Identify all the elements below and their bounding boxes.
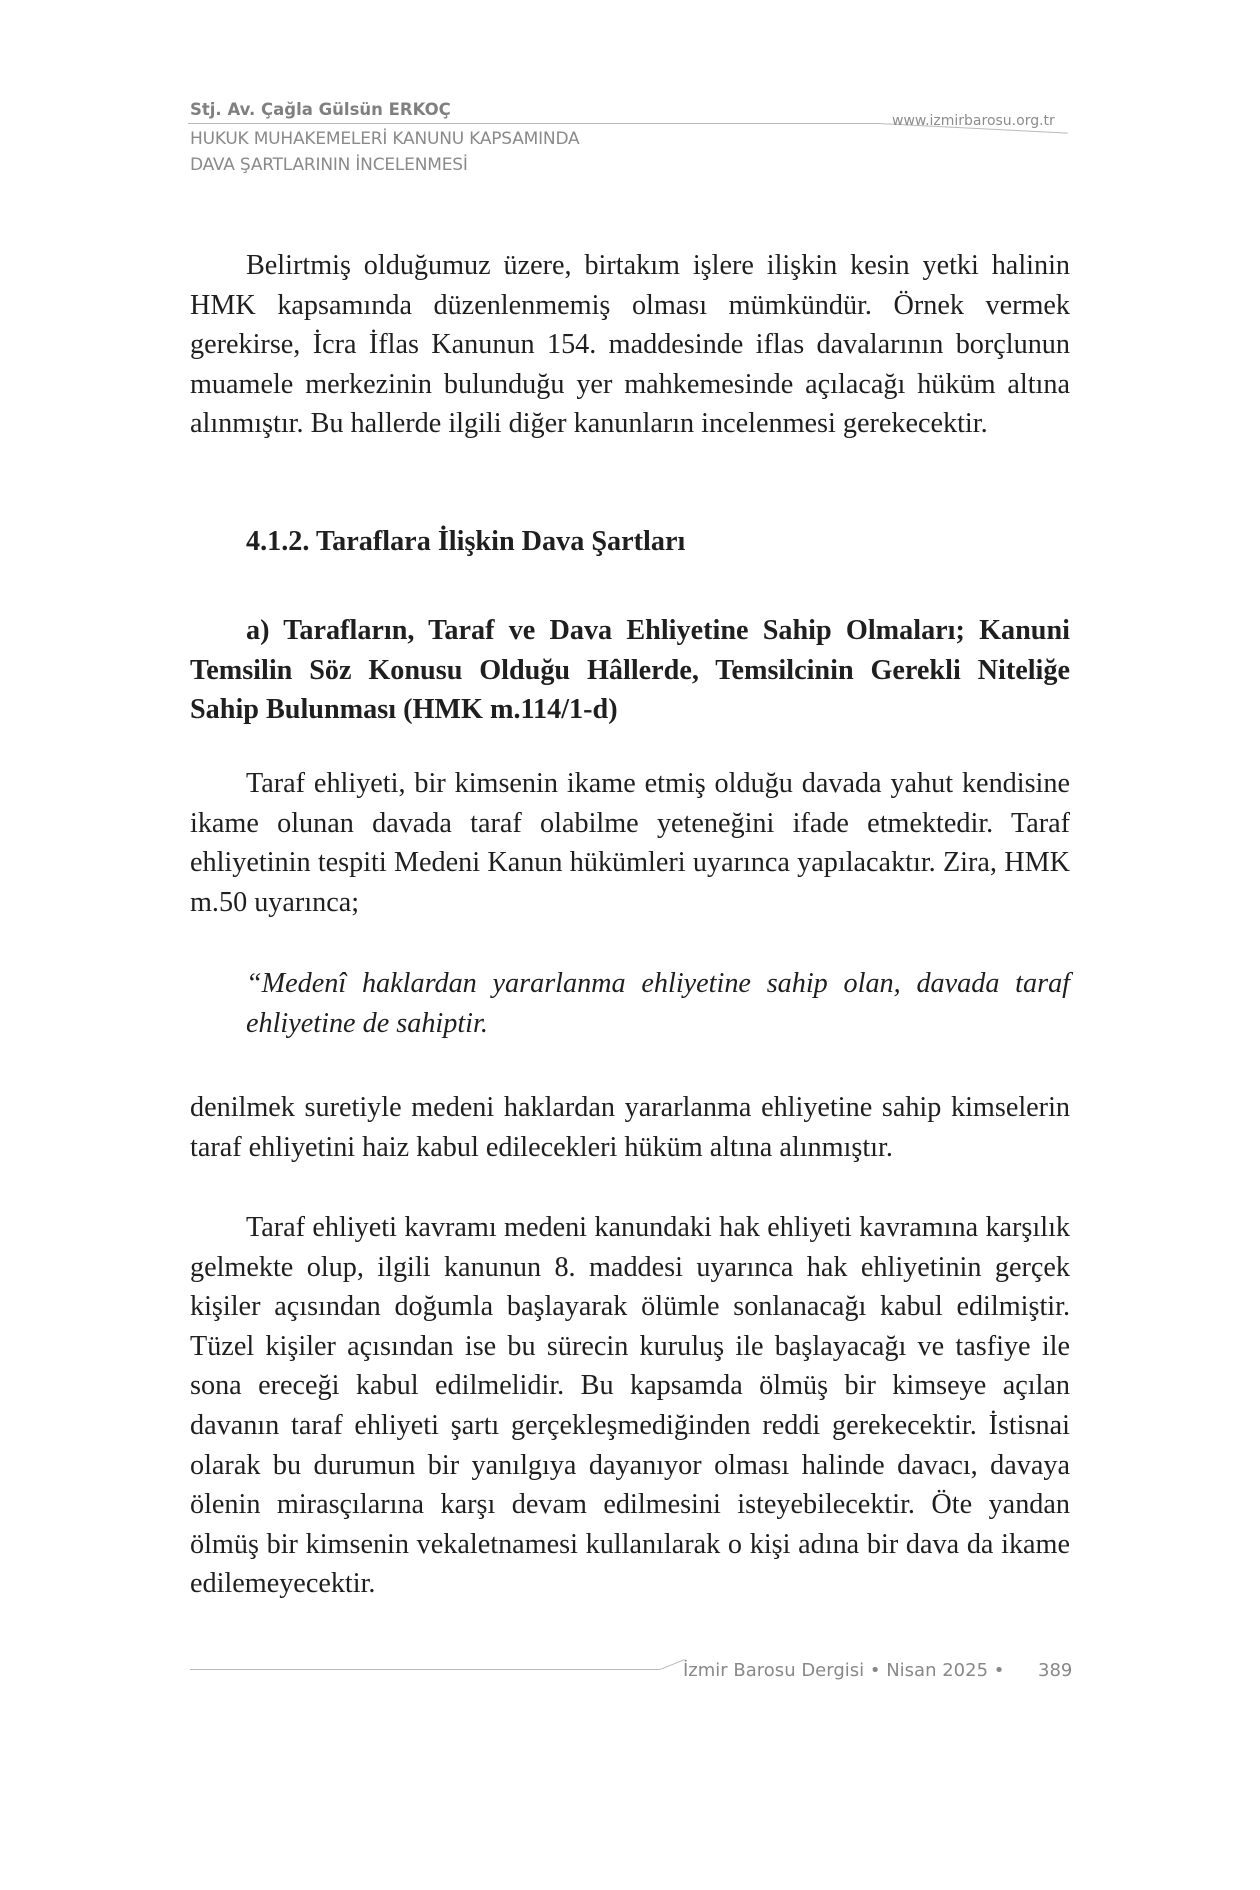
header-author: Stj. Av. Çağla Gülsün ERKOÇ — [190, 100, 451, 119]
header-website: www.izmirbarosu.org.tr — [892, 113, 1055, 129]
page-number: 389 — [1038, 1660, 1073, 1681]
paragraph-2: Taraf ehliyeti, bir kimsenin ikame etmiş olduğu davada yahut kendisine ikame olunan davada taraf olabilme yeteneğini ifade etmektedir. Taraf ehliyetinin tespiti Medeni Kanun hükümleri uyarınca yapılacaktır. Zira, HMK m.50 uyarınca; — [190, 768, 1070, 918]
subsection-heading-a: a) Tarafların, Taraf ve Dava Ehliyetine Sahip Olmaları; Kanuni Temsilin Söz Konusu Olduğu Hâllerde, Temsilcinin Gerekli Niteliğe Sahip Bulunması (HMK m.114/1-d) — [190, 615, 1070, 726]
footer-journal: İzmir Barosu Dergisi • Nisan 2025 • — [683, 1660, 1005, 1681]
paragraph-3: denilmek suretiyle medeni haklardan yararlanma ehliyetine sahip kimselerin taraf ehliyetini haiz kabul edilecekleri hüküm altına alınmıştır. — [190, 1092, 1070, 1163]
footer-rule-slant — [660, 1659, 684, 1670]
header-rule — [188, 123, 878, 124]
paragraph-1: Belirtmiş olduğumuz üzere, birtakım işlere ilişkin kesin yetki halinin HMK kapsamında düzenlenmemiş olması mümkündür. Örnek vermek gerekirse, İcra İflas Kanunun 154. maddesinde iflas davalarının borçlunun muamele merkezinin bulunduğu yer mahkemesinde açılacağı hüküm altına alınmıştır. Bu hallerde ilgili diğer kanunların incelenmesi gerekecektir. — [190, 250, 1070, 440]
section-heading-4-1-2: 4.1.2. Taraflara İlişkin Dava Şartları — [246, 526, 686, 557]
header-title-line1: HUKUK MUHAKEMELERİ KANUNU KAPSAMINDA — [190, 129, 580, 149]
paragraph-4: Taraf ehliyeti kavramı medeni kanundaki hak ehliyeti kavramına karşılık gelmekte olup, ilgili kanunun 8. maddesi uyarınca hak ehliyetinin gerçek kişiler açısından doğumla başlayarak ölümle sonlanacağı kabul edilmiştir. Tüzel kişiler açısından ise bu sürecin kuruluş ile başlayacağı ve tasfiye ile sona ereceği kabul edilmelidir. Bu kapsamda ölmüş bir kimseye açılan davanın taraf ehliyeti şartı gerçekleşmediğinden reddi gerekecektir. İstisnai olarak bu durumun bir yanılgıya dayanıyor olması halinde davacı, davaya ölenin mirasçılarına karşı devam edilmesini isteyebilecektir. Öte yandan ölmüş bir kimsenin vekaletnamesi kullanılarak o kişi adına bir dava da ikame edilemeyecektir. — [190, 1212, 1070, 1600]
footer-rule — [190, 1669, 660, 1670]
header-title-line2: DAVA ŞARTLARININ İNCELENMESİ — [190, 155, 468, 175]
block-quote: “Medenî haklardan yararlanma ehliyetine sahip olan, davada taraf ehliyetine de sahiptir. — [246, 968, 1070, 1039]
